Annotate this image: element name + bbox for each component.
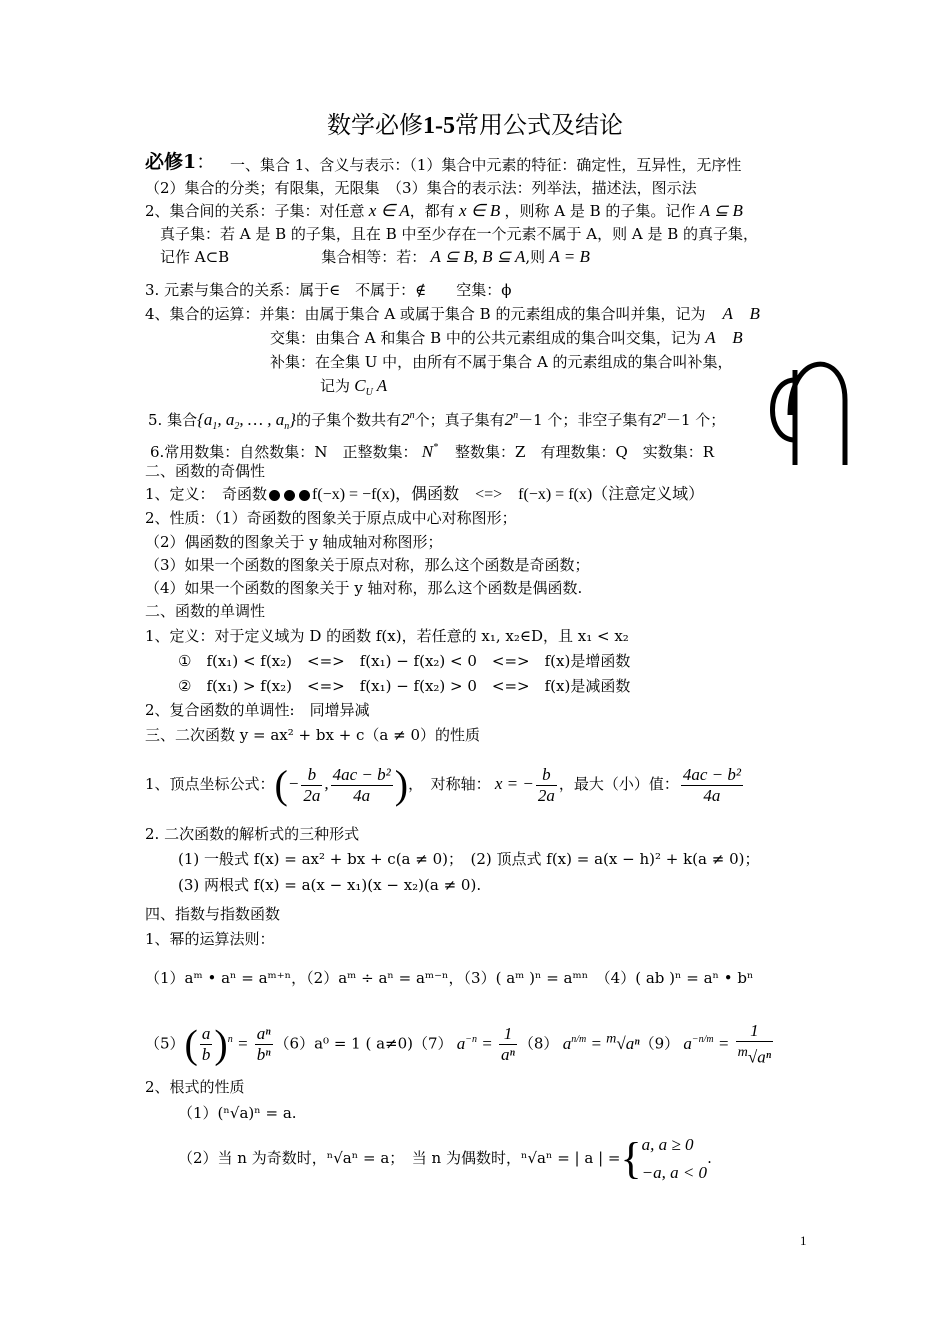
text-line: 四、指数与指数函数: [145, 905, 281, 923]
text-line: 交集：由集合 A 和集合 B 中的公共元素组成的集合叫交集，记为 A B: [270, 328, 743, 347]
text-line: 1、定义：对于定义域为 D 的函数 f(x)，若任意的 x₁, x₂∈D，且 x₁ < x₂: [145, 627, 629, 645]
text-line: 2、根式的性质: [145, 1078, 245, 1096]
text-line: ① f(x₁) < f(x₂) <=> f(x₁) − f(x₂) < 0 <=> f(x)是增函数: [178, 652, 631, 670]
text-line: 二、函数的奇偶性: [145, 462, 266, 480]
text-line: （2）偶函数的图象关于 y 轴成轴对称图形；: [145, 533, 443, 551]
vertex-formula-line: 1、顶点坐标公式：(− $\frac{b}{2a}$ , $\frac{\text{4ac − b²}}{4a}$ )， 对称轴： x = − $\frac{b}{2a}$ ，最大（小）值： $\frac{\text{4ac − b²}}{4a}$: [145, 762, 741, 807]
text-line: （1）aᵐ • aⁿ = aᵐ⁺ⁿ，（2）aᵐ ÷ aⁿ = aᵐ⁻ⁿ，（3）( aᵐ )ⁿ = aᵐⁿ （4）( ab )ⁿ = aⁿ • bⁿ: [145, 969, 754, 987]
text-line: 4、集合的运算：并集：由属于集合 A 或属于集合 B 的元素组成的集合叫并集，记为 A B: [145, 304, 760, 323]
text-line: 2、性质：（1）奇函数的图象关于原点成中心对称图形；: [145, 509, 517, 527]
text-line: 2、集合间的关系：子集：对任意 x ∈ A，都有 x ∈ B ，则称 A 是 B 的子集。记作 A ⊆ B: [145, 201, 743, 220]
text-line: 记为 $C_U$ A: [320, 376, 388, 398]
page-number: 1: [800, 1233, 807, 1248]
text-line: 5. 集合{$a_1$, $a_2$, … , $a_n$}的子集个数共有2$^n$个；真子集有$2^n-1$ 个；非空子集有$2^n-1$ 个；: [148, 410, 726, 432]
text-line: 2. 二次函数的解析式的三种形式: [145, 825, 360, 843]
bullet-dot: [299, 490, 310, 501]
exponent-formula-line: （5）( $\frac{a}{b}$ )$^n$ = $\frac{\text{aⁿ}}{\text{bⁿ}}$ （6）a⁰ = 1 ( a≠0)（7） $a^{-n}$ = $\frac{1}{\text{aⁿ}}$ （8） $a^{n/m} = ^m√a^n(9) a^{-n/m}$ = $\frac{1}{^m√a^n}$: [145, 1021, 772, 1067]
text-line: （4）如果一个函数的图象关于 y 轴对称，那么这个函数是偶函数.: [145, 579, 583, 597]
text-line: 补集：在全集 U 中，由所有不属于集合 A 的元素组成的集合叫补集，: [270, 353, 733, 371]
radical-property-line: （2）当 n 为奇数时，ⁿ√aⁿ = a； 当 n 为偶数时，ⁿ√aⁿ = | a | ={ a, a ≥ 0 −a, a < 0 .: [178, 1134, 712, 1183]
text-line: 记作 A⊂B 集合相等：若： A ⊆ B, B ⊆ A,则 A = B: [160, 247, 590, 266]
page-title: 数学必修1-5常用公式及结论: [327, 111, 623, 139]
text-line: （1）(ⁿ√a)ⁿ = a.: [178, 1104, 297, 1122]
text-line: 1、定义： 奇函数 f(−x) = −f(x)，偶函数 <=> f(−x) = f(x)（注意定义域）: [145, 485, 705, 503]
decorative-symbol: [755, 340, 850, 470]
text-line: 一、集合 1、含义与表示：（1）集合中元素的特征：确定性，互异性，无序性: [230, 156, 742, 174]
text-line: 1、幂的运算法则：: [145, 930, 275, 948]
text-line: ② f(x₁) > f(x₂) <=> f(x₁) − f(x₂) > 0 <=> f(x)是减函数: [178, 677, 631, 695]
text-line: 二、函数的单调性: [145, 602, 266, 620]
text-line: (3) 两根式 f(x) = a(x − x₁)(x − x₂)(a ≠ 0).: [178, 876, 482, 894]
text-line: 三、二次函数 y = ax² + bx + c（a ≠ 0）的性质: [145, 726, 481, 744]
text-line: 3. 元素与集合的关系：属于∈ 不属于：∉ 空集：ϕ: [145, 281, 512, 299]
text-line: 2、复合函数的单调性: 同增异减: [145, 701, 370, 719]
text-line: 6.常用数集：自然数集：N 正整数集： N* 整数集：Z 有理数集：Q 实数集：R: [150, 442, 715, 461]
bullet-dot: [284, 490, 295, 501]
text-line: （3）如果一个函数的图象关于原点对称，那么这个函数是奇函数；: [145, 556, 590, 574]
text-line: 真子集：若 A 是 B 的子集，且在 B 中至少存在一个元素不属于 A，则 A 是 B 的真子集，: [160, 225, 759, 243]
text-line: （2）集合的分类；有限集，无限集 （3）集合的表示法：列举法，描述法，图示法: [145, 179, 697, 197]
module-1-heading: 必修1：: [145, 151, 216, 173]
text-line: (1) 一般式 f(x) = ax² + bx + c(a ≠ 0)； (2) 顶点式 f(x) = a(x − h)² + k(a ≠ 0)；: [178, 850, 760, 868]
bullet-dot: [269, 490, 280, 501]
